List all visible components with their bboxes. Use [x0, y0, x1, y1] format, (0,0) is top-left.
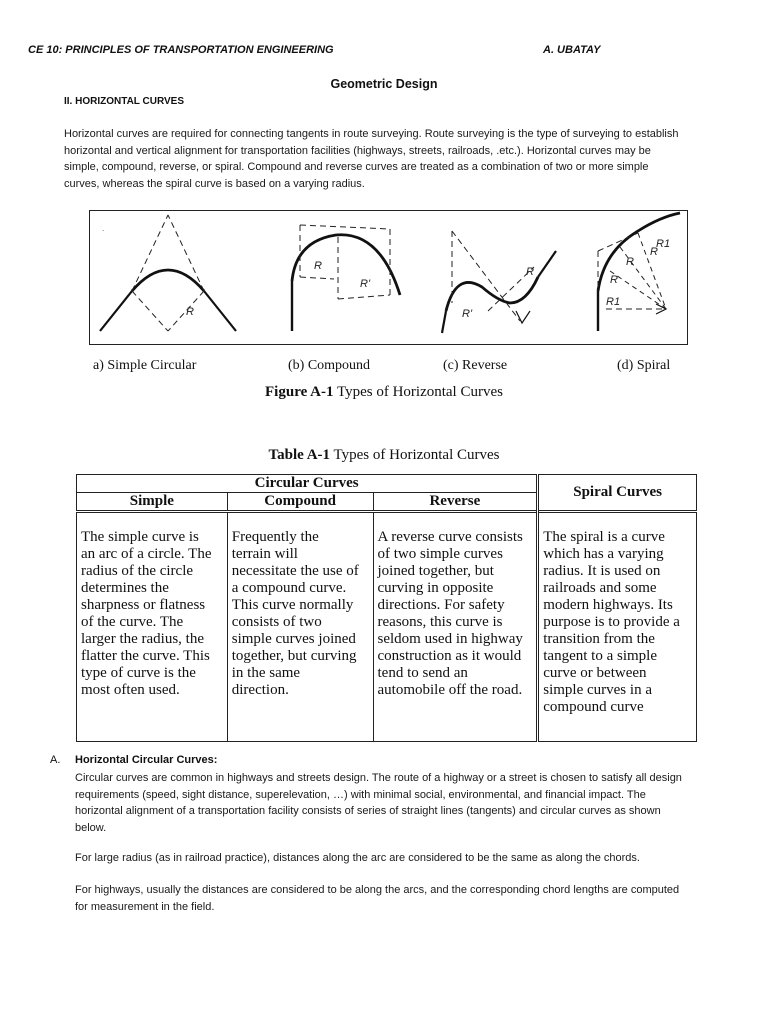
- circular-curves-header: Circular Curves: [77, 475, 538, 493]
- table-number: Table A-1: [268, 447, 331, 463]
- radius-label: R: [650, 246, 658, 258]
- horizontal-curves-table: [76, 474, 697, 742]
- section-a-heading: Horizontal Circular Curves:: [75, 754, 218, 766]
- intro-paragraph: [64, 126, 679, 192]
- reverse-header: Reverse: [373, 493, 538, 512]
- compound-header: Compound: [227, 493, 373, 512]
- simple-curve-diagram: [100, 215, 236, 331]
- svg-text:.: .: [102, 224, 105, 233]
- section-a-paragraph-1: Circular curves are common in highways and streets design. The route of a highway or a street is chosen to satisfy all design requirements (speed, sight distance, superelevation, …) with minimal social, environmental, and financial impact. The horizontal alignment of a transportation facility consists of series of straight lines (tangents) and circular curves as shown below.: [75, 772, 682, 834]
- section-a-marker: A.: [50, 754, 61, 766]
- simple-description: The simple curve is an arc of a circle. The radius of the circle determines the sharpness or flatness of the curve. The larger the radius, the flatter the curve. This type of curve is the most often used.: [77, 512, 228, 742]
- intro-line: horizontal and vertical alignment for transportation facilities (highways, streets, railroads, .etc.). Horizontal curves may be: [64, 144, 651, 157]
- figure-title: [0, 384, 768, 401]
- page-title: Geometric Design: [330, 77, 438, 91]
- author-name: A. UBATAY: [543, 44, 601, 56]
- spiral-description: The spiral is a curve which has a varying radius. It is used on railroads and some modern highways. Its purpose is to provide a transition from the tangent to a simple curve or between simple curves in a compound curve: [538, 512, 697, 742]
- spiral-curve-diagram: [598, 213, 680, 331]
- reverse-curve-diagram: [442, 231, 556, 333]
- radius-label: R: [186, 306, 194, 318]
- reverse-description: A reverse curve consists of two simple curves joined together, but curving in opposite directions. For safety reasons, this curve is seldom used in highway construction as it would tend to send an automobile off the road.: [373, 512, 538, 742]
- radius-label: R: [626, 256, 634, 268]
- table-title: [0, 447, 768, 464]
- section-heading: II. HORIZONTAL CURVES: [64, 96, 185, 107]
- radius-label: R: [526, 266, 534, 278]
- figure-number: Figure A-1: [265, 384, 334, 400]
- radius-label: R: [610, 274, 618, 286]
- caption-compound: (b) Compound: [288, 358, 371, 373]
- intro-line: Horizontal curves are required for connecting tangents in route surveying. Route surveying is the type of surveying to establish: [64, 128, 679, 140]
- intro-line: curves, whereas the spiral curve is based on a varying radius.: [64, 177, 365, 190]
- compound-description: Frequently the terrain will necessitate the use of a compound curve. This curve normally consists of two simple curves joined together, but curving in the same direction.: [227, 512, 373, 742]
- simple-header: Simple: [77, 493, 228, 512]
- section-a-paragraph-2: For large radius (as in railroad practice), distances along the arc are considered to be the same as along the chords.: [75, 852, 640, 864]
- curves-figure: [90, 211, 686, 343]
- caption-reverse: (c) Reverse: [443, 358, 508, 373]
- caption-spiral: (d) Spiral: [617, 358, 671, 373]
- course-title: CE 10: PRINCIPLES OF TRANSPORTATION ENGINEERING: [28, 44, 334, 56]
- radius-prime-label: R': [462, 308, 473, 320]
- table-title-text: Types of Horizontal Curves: [330, 447, 500, 463]
- radius-prime-label: R': [360, 278, 371, 290]
- compound-curve-diagram: [292, 225, 400, 331]
- figure-title-text: Types of Horizontal Curves: [333, 384, 503, 400]
- radius-r1-label: R1: [656, 238, 671, 250]
- intro-line: simple, compound, reverse, or spiral. Compound and reverse curves are treated as a combination of two or more simple: [64, 161, 649, 173]
- caption-simple: a) Simple Circular: [93, 358, 197, 373]
- figure-frame: [89, 210, 688, 345]
- section-a-paragraph-3: For highways, usually the distances are considered to be along the arcs, and the corresponding chord lengths are computed for measurement in the field.: [75, 884, 680, 913]
- radius-r1-label: R1: [606, 296, 621, 308]
- spiral-curves-header: Spiral Curves: [538, 475, 697, 512]
- radius-label: R: [314, 260, 322, 272]
